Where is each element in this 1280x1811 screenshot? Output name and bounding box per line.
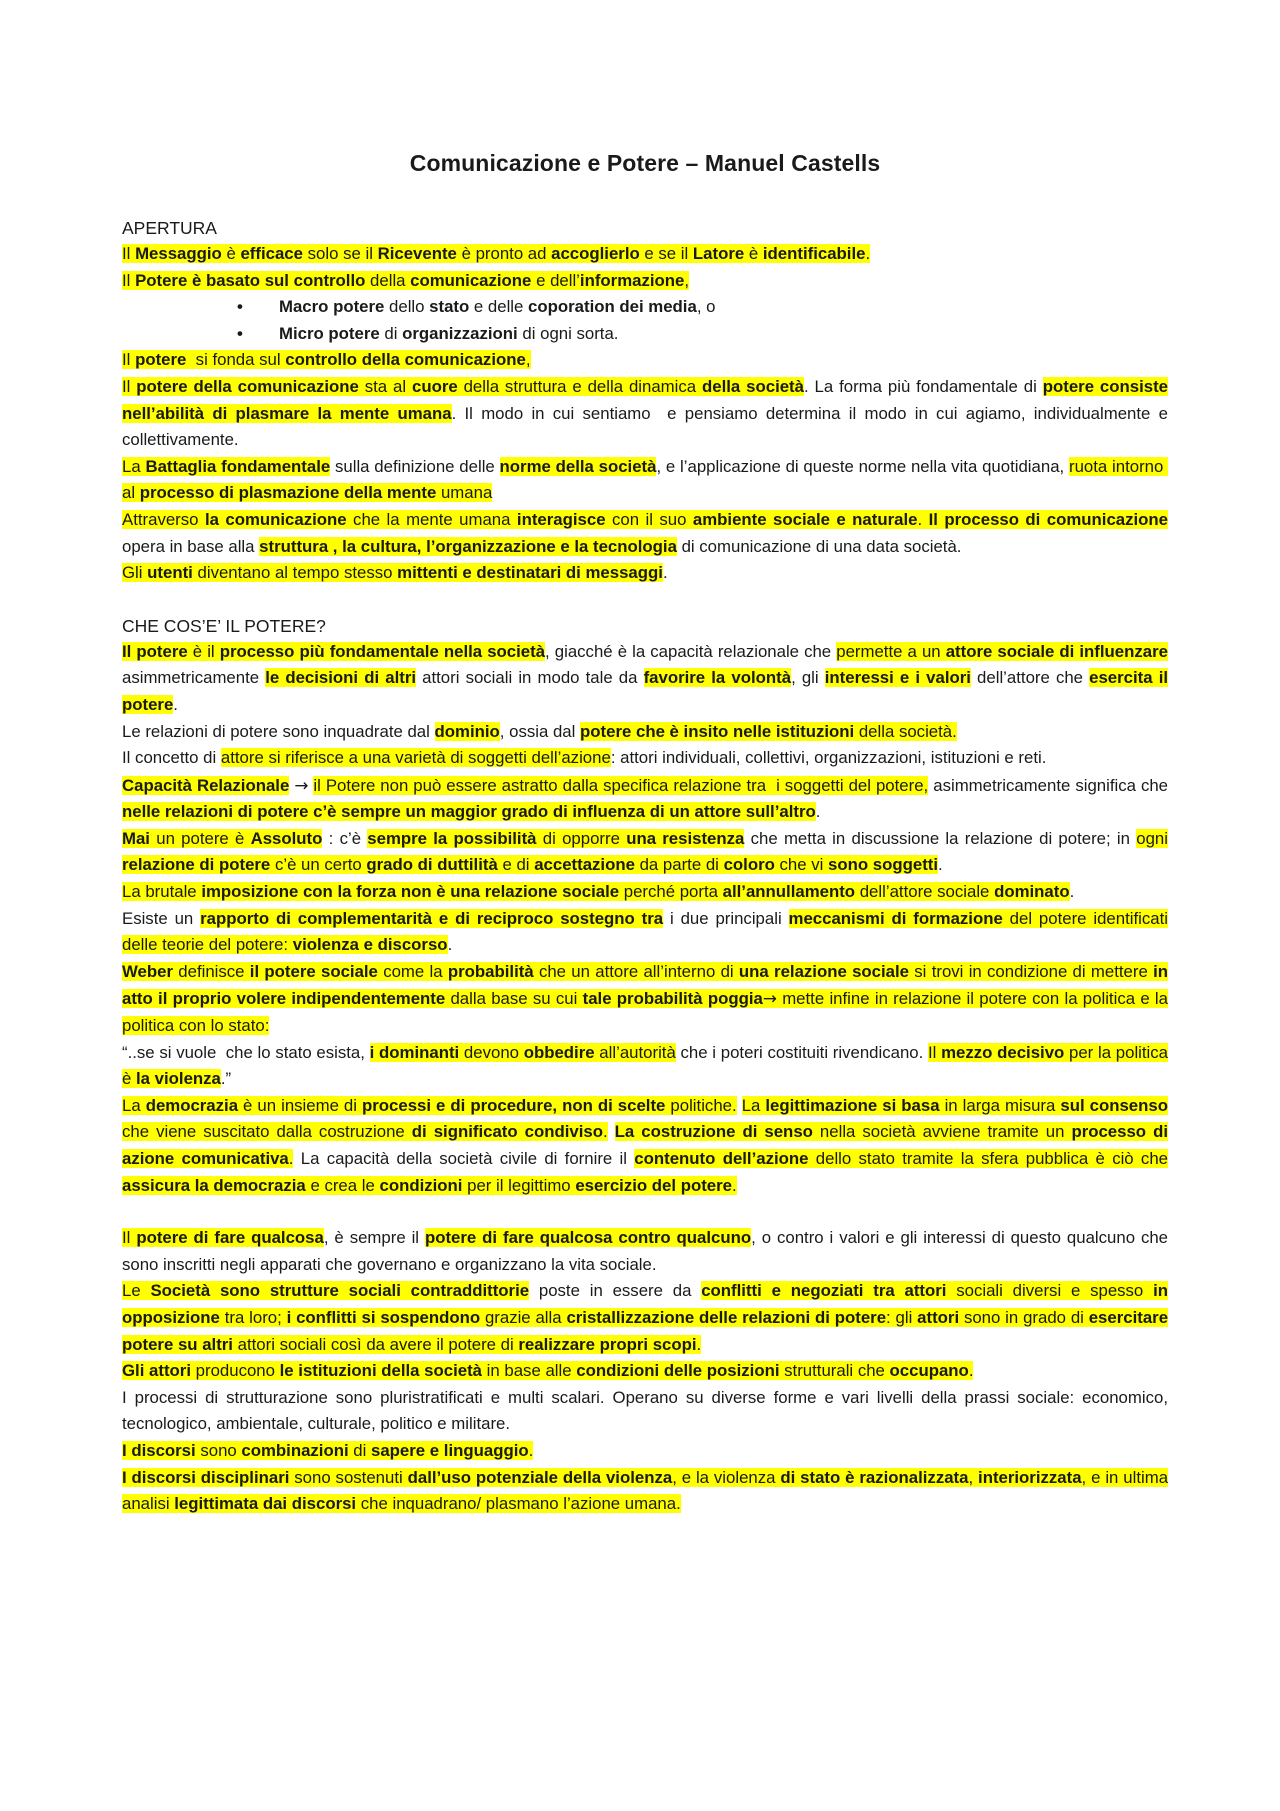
- list-item: • Macro potere dello stato e delle coporation dei media, o: [237, 294, 1168, 321]
- paragraph: La brutale imposizione con la forza non è una relazione sociale perché porta all’annullamento dell’attore sociale dominato.: [122, 882, 1075, 902]
- paragraph: Weber definisce il potere sociale come la probabilità che un attore all’interno di una relazione sociale si trovi in condizione di mettere in atto il proprio volere indipendentemente dalla base su cui tale probabilità poggia→ mette infine in relazione il potere con la politica e la politica con lo stato:: [122, 961, 1169, 1036]
- paragraph: Esiste un rapporto di complementarità e di reciproco sostegno tra i due principali meccanismi di formazione del potere identificati delle teorie del potere: violenza e discorso.: [122, 908, 1168, 955]
- section-heading-apertura: APERTURA: [122, 218, 217, 238]
- paragraph: Gli attori producono le istituzioni della società in base alle condizioni delle posizioni strutturali che occupano.: [122, 1361, 974, 1381]
- arrow-icon: →: [294, 774, 309, 795]
- paragraph: Il Messaggio è efficace solo se il Ricevente è pronto ad accoglierlo e se il Latore è identificabile.: [122, 244, 871, 263]
- paragraph: Attraverso la comunicazione che la mente umana interagisce con il suo ambiente sociale e naturale. Il processo di comunicazione opera in base alla struttura , la cultura, l’organizzazione e la tecnologia di comunicazione di una data società.: [122, 509, 1169, 556]
- paragraph: “..se si vuole che lo stato esista, i dominanti devono obbedire all’autorità che i poteri costituiti rivendicano. Il mezzo decisivo per la politica è la violenza.”: [122, 1042, 1169, 1089]
- list-item: • Micro potere di organizzazioni di ogni sorta.: [237, 321, 1168, 348]
- bullet-list: [122, 294, 1168, 347]
- paragraph: Il potere è il processo più fondamentale nella società, giacché è la capacità relazionale che permette a un attore sociale di influenzare asimmetricamente le decisioni di altri attori sociali in modo tale da favorire la volontà, gli interessi e i valori dell’attore che esercita il potere.: [122, 641, 1169, 714]
- paragraph: La Battaglia fondamentale sulla definizione delle norme della società, e l’applicazione di queste norme nella vita quotidiana, ruota intorno al processo di plasmazione della mente umana: [122, 456, 1168, 503]
- section-heading-potere: CHE COS’E’ IL POTERE?: [122, 615, 326, 636]
- document-title: Comunicazione e Potere – Manuel Castells: [409, 150, 881, 176]
- paragraph: Mai un potere è Assoluto : c’è sempre la possibilità di opporre una resistenza che metta in discussione la relazione di potere; in ogni relazione di potere c’è un certo grado di duttilità e di accettazione da parte di coloro che vi sono soggetti.: [122, 828, 1168, 875]
- paragraph: Capacità Relazionale → il Potere non può essere astratto dalla specifica relazione tra i soggetti del potere, asimmetricamente significa che nelle relazioni di potere c’è sempre un maggior grado di influenza di un attore sull’altro.: [122, 774, 1169, 822]
- paragraph: I discorsi sono combinazioni di sapere e linguaggio.: [122, 1440, 534, 1460]
- paragraph: I discorsi disciplinari sono sostenuti dall’uso potenziale della violenza, e la violenza di stato è razionalizzata, interiorizzata, e in ultima analisi legittimata dai discorsi che inquadrano/ plasmano l’azione umana.: [122, 1467, 1169, 1514]
- arrow-icon: →: [762, 988, 777, 1009]
- paragraph: Gli utenti diventano al tempo stesso mittenti e destinatari di messaggi.: [122, 563, 668, 583]
- paragraph: Le relazioni di potere sono inquadrate dal dominio, ossia dal potere che è insito nelle istituzioni della società.: [122, 721, 957, 741]
- paragraph: Il Potere è basato sul controllo della comunicazione e dell’informazione,: [122, 270, 690, 290]
- paragraph: Le Società sono strutture sociali contraddittorie poste in essere da conflitti e negoziati tra attori sociali diversi e spesso in opposizione tra loro; i conflitti si sospendono grazie alla cristallizzazione delle relazioni di potere: gli attori sono in grado di esercitare potere su altri attori sociali così da avere il potere di realizzare propri scopi.: [122, 1281, 1169, 1354]
- paragraph: Il potere della comunicazione sta al cuore della struttura e della dinamica della società. La forma più fondamentale di potere consiste nell’abilità di plasmare la mente umana. Il modo in cui sentiamo e pensiamo determina il modo in cui agiamo, individualmente e collettivamente.: [122, 376, 1168, 450]
- paragraph: Il potere di fare qualcosa, è sempre il potere di fare qualcosa contro qualcuno, o contro i valori e gli interessi di questo qualcuno che sono inscritti negli apparati che governano e organizzano la vita sociale.: [122, 1228, 1169, 1274]
- document-page: [122, 150, 1168, 1518]
- paragraph: La democrazia è un insieme di processi e di procedure, non di scelte politiche. La legittimazione si basa in larga misura sul consenso che viene suscitato dalla costruzione di significato condiviso. La costruzione di senso nella società avviene tramite un processo di azione comunicativa. La capacità della società civile di fornire il contenuto dell’azione dello stato tramite la sfera pubblica è ciò che assicura la democrazia e crea le condizioni per il legittimo esercizio del potere.: [122, 1095, 1168, 1195]
- paragraph: Il concetto di attore si riferisce a una varietà di soggetti dell’azione: attori individuali, collettivi, organizzazioni, istituzioni e reti.: [122, 748, 1047, 768]
- paragraph: I processi di strutturazione sono pluristratificati e multi scalari. Operano su diverse forme e vari livelli della prassi sociale: economico, tecnologico, ambientale, culturale, politico e militare.: [122, 1387, 1168, 1434]
- paragraph: Il potere si fonda sul controllo della comunicazione,: [122, 350, 531, 370]
